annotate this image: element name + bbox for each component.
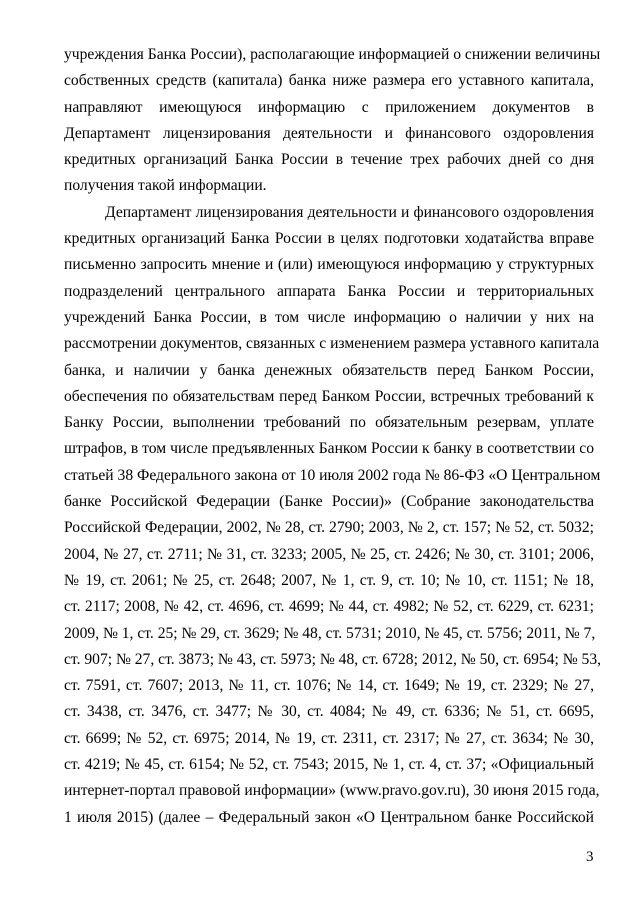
text-line: Российской Федерации, 2002, № 28, ст. 2790; 2003, № 2, ст. 157; № 52, ст. 5032; bbox=[64, 519, 594, 537]
text-line: подразделений центрального аппарата Банка России и территориальных bbox=[64, 282, 594, 300]
paragraph-1 bbox=[64, 42, 601, 200]
text-line: обеспечения по обязательствам перед Банком России, встречных требований к bbox=[64, 387, 594, 405]
text-line: Департамент лицензирования деятельности и финансового оздоровления bbox=[105, 203, 594, 221]
text-line: кредитных организаций Банка России в целях подготовки ходатайства вправе bbox=[64, 230, 594, 248]
text-line: ст. 2117; 2008, № 42, ст. 4696, ст. 4699; № 44, ст. 4982; № 52, ст. 6229, ст. 6231; bbox=[64, 598, 594, 616]
text-line: ст. 3438, ст. 3476, ст. 3477; № 30, ст. 4084; № 49, ст. 6336; № 51, ст. 6695, bbox=[64, 703, 594, 721]
text-line: 2009, № 1, ст. 25; № 29, ст. 3629; № 48, ст. 5731; 2010, № 45, ст. 5756; 2011, № 7, bbox=[64, 624, 596, 642]
text-line: направляют имеющуюся информацию с приложением документов в bbox=[64, 98, 594, 116]
text-line: интернет-портал правовой информации» (www.pravo.gov.ru), 30 июня 2015 года, bbox=[64, 782, 600, 800]
text-line: статьей 38 Федерального закона от 10 июля 2002 года № 86-ФЗ «О Центральном bbox=[64, 466, 601, 484]
text-line: Банку России, выполнении требований по обязательным резервам, уплате bbox=[64, 414, 594, 432]
text-line: ст. 7591, ст. 7607; 2013, № 11, ст. 1076; № 14, ст. 1649; № 19, ст. 2329; № 27, bbox=[64, 677, 594, 695]
text-line: ст. 4219; № 45, ст. 6154; № 52, ст. 7543; 2015, № 1, ст. 4, ст. 37; «Официальный bbox=[64, 756, 594, 774]
text-line: Департамент лицензирования деятельности и финансового оздоровления bbox=[64, 124, 594, 142]
page-number: 3 bbox=[586, 849, 594, 865]
text-line: ст. 907; № 27, ст. 3873; № 43, ст. 5973; № 48, ст. 6728; 2012, № 50, ст. 6954; № 53, bbox=[64, 650, 602, 668]
text-line: 1 июля 2015) (далее – Федеральный закон «О Центральном банке Российской bbox=[64, 808, 594, 826]
body-text bbox=[64, 42, 602, 831]
text-line: собственных средств (капитала) банка ниже размера его уставного капитала, bbox=[64, 72, 594, 90]
text-line: кредитных организаций Банка России в течение трех рабочих дней со дня bbox=[64, 151, 594, 169]
text-line: 2004, № 27, ст. 2711; № 31, ст. 3233; 2005, № 25, ст. 2426; № 30, ст. 3101; 2006, bbox=[64, 545, 594, 563]
text-line: письменно запросить мнение и (или) имеющуюся информацию у структурных bbox=[64, 256, 594, 274]
text-line: ст. 6699; № 52, ст. 6975; 2014, № 19, ст. 2311, ст. 2317; № 27, ст. 3634; № 30, bbox=[64, 729, 594, 747]
text-line: банке Российской Федерации (Банке России)» (Собрание законодательства bbox=[64, 493, 594, 511]
text-line: рассмотрении документов, связанных с изменением размера уставного капитала bbox=[64, 335, 600, 353]
text-line: получения такой информации. bbox=[64, 177, 267, 195]
text-line: учреждений Банка России, в том числе информацию о наличии у них на bbox=[64, 308, 594, 326]
text-line: № 19, ст. 2061; № 25, ст. 2648; 2007, № 1, ст. 9, ст. 10; № 10, ст. 1151; № 18, bbox=[64, 571, 594, 589]
text-line: учреждения Банка России), располагающие информацией о снижении величины bbox=[64, 46, 601, 63]
paragraph-2 bbox=[64, 200, 602, 831]
text-line: штрафов, в том числе предъявленных Банком России к банку в соответствии со bbox=[64, 440, 594, 458]
text-line: банка, и наличии у банка денежных обязательств перед Банком России, bbox=[64, 361, 594, 379]
